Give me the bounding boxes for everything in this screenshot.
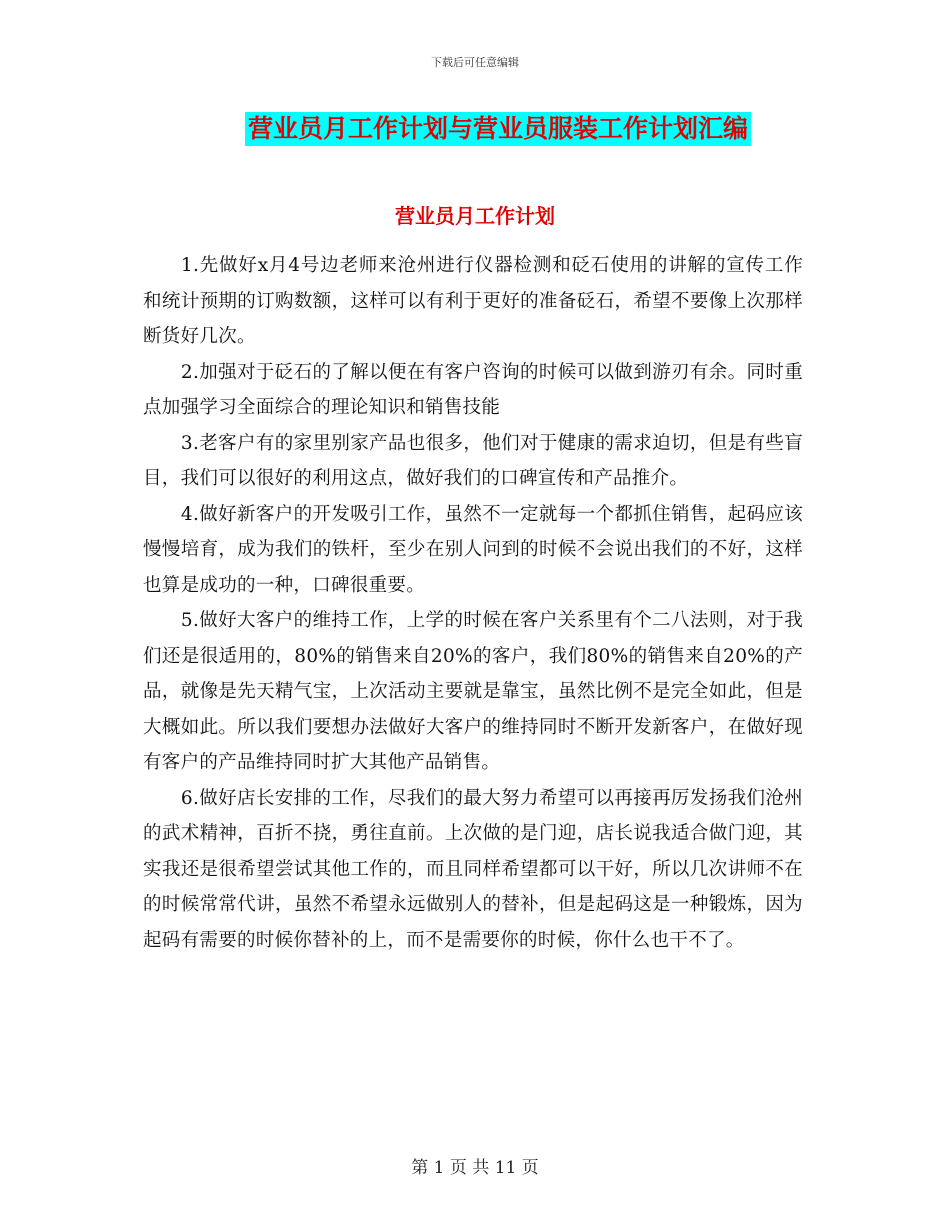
section-title: 营业员月工作计划 <box>395 204 555 228</box>
paragraph-5: 5.做好大客户的维持工作，上学的时候在客户关系里有个二八法则，对于我们还是很适用的，80%的销售来自20%的客户，我们80%的销售来自20%的产品，就像是先天精气宝，上次活动主要就是靠宝，虽然比例不是完全如此，但是大概如此。所以我们要想办法做好大客户的维持同时不断开发新客户，在做好现有客户的产品维持同时扩大其他产品销售。 <box>143 610 803 773</box>
doc-title-wrap <box>0 112 950 146</box>
paragraph-1: 1.先做好x月4号边老师来沧州进行仪器检测和砭石使用的讲解的宣传工作和统计预期的订购数额，这样可以有利于更好的准备砭石，希望不要像上次那样断货好几次。 <box>143 255 803 347</box>
document-body <box>143 248 803 958</box>
paragraph-6: 6.做好店长安排的工作，尽我们的最大努力希望可以再接再厉发扬我们沧州的武术精神，百折不挠，勇往直前。上次做的是门迎，店长说我适合做门迎，其实我还是很希望尝试其他工作的，而且同样希望都可以干好，所以几次讲师不在的时候常常代讲，虽然不希望永远做别人的替补，但是起码这是一种锻炼，因为起码有需要的时候你替补的上，而不是需要你的时候，你什么也干不了。 <box>143 787 803 951</box>
document-title: 营业员月工作计划与营业员服装工作计划汇编 <box>245 112 751 146</box>
page-number-footer: 第 1 页 共 11 页 <box>411 1158 539 1178</box>
paragraph-3: 3.老客户有的家里别家产品也很多，他们对于健康的需求迫切，但是有些盲目，我们可以很好的利用这点，做好我们的口碑宣传和产品推介。 <box>143 432 803 489</box>
paragraph-2: 2.加强对于砭石的了解以便在有客户咨询的时候可以做到游刃有余。同时重点加强学习全面综合的理论知识和销售技能 <box>143 361 803 418</box>
header-note: 下载后可任意编辑 <box>431 56 519 69</box>
paragraph-4: 4.做好新客户的开发吸引工作，虽然不一定就每一个都抓住销售，起码应该慢慢培育，成为我们的铁杆，至少在别人问到的时候不会说出我们的不好，这样也算是成功的一种，口碑很重要。 <box>143 503 803 596</box>
